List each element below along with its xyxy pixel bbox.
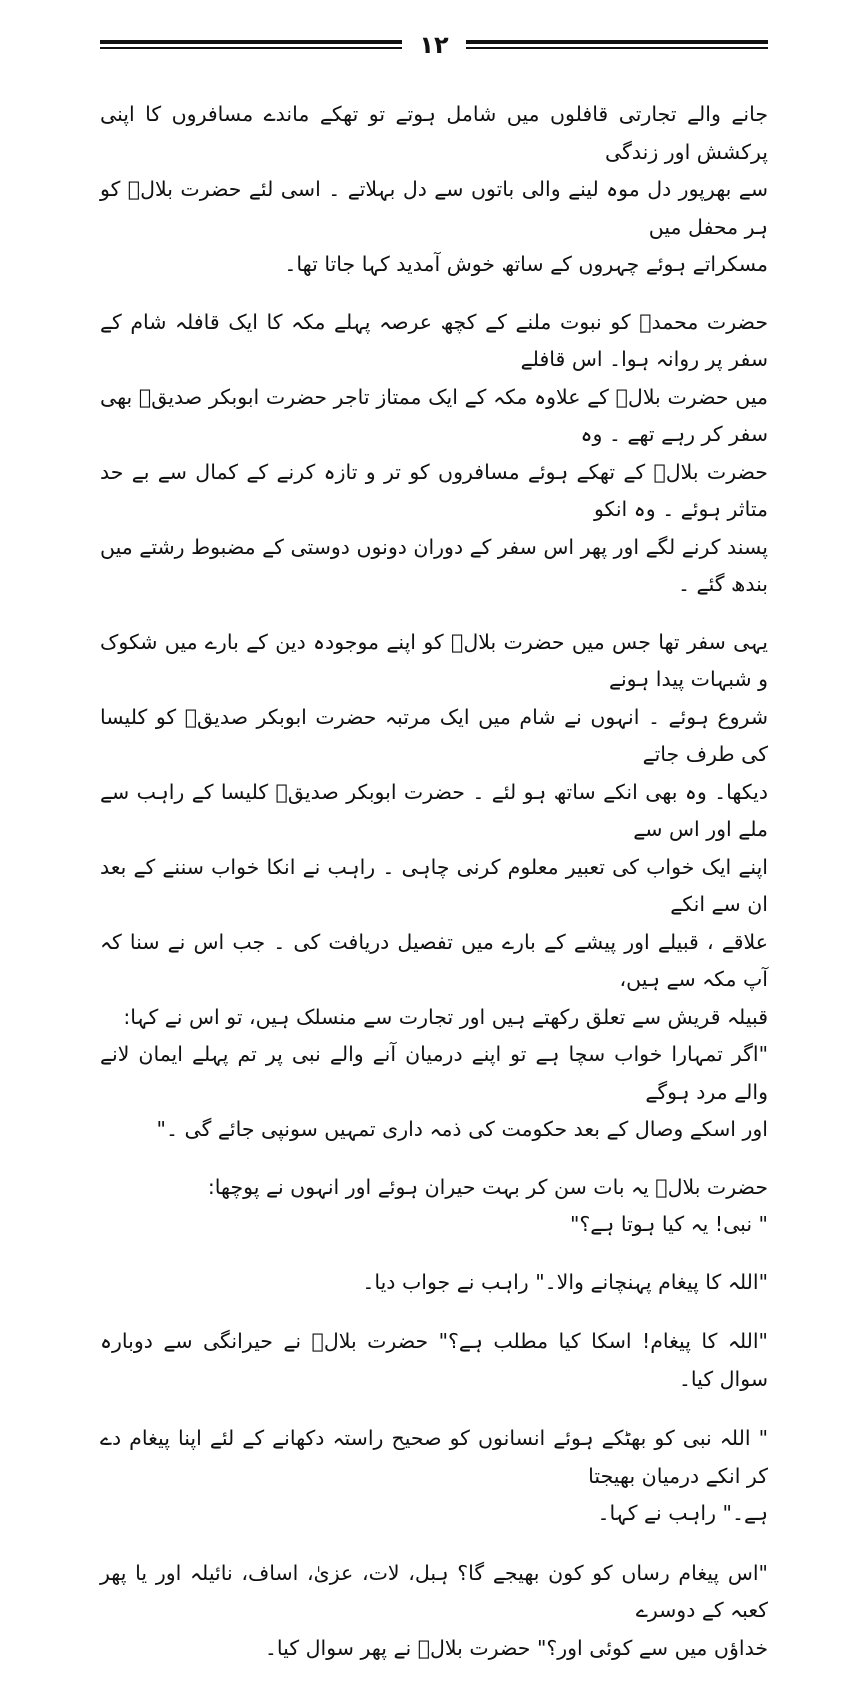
text-line: پسند کرنے لگے اور پھر اس سفر کے دوران دونوں دوستی کے مضبوط رشتے میں بندھ گئے ۔ [100,534,768,596]
text-line: " نبی! یہ کیا ہوتا ہے؟" [569,1212,768,1236]
text-line: یہی سفر تھا جس میں حضرت بلالؓ کو اپنے موجودہ دین کے بارے میں شکوک و شبہات پیدا ہونے [100,629,768,691]
text-line: مسکراتے ہوئے چہروں کے ساتھ خوش آمدید کہا جاتا تھا۔ [284,252,768,276]
text-line: اپنے ایک خواب کی تعبیر معلوم کرنی چاہی ۔ راہب نے انکا خواب سننے کے بعد ان سے انکے [100,854,768,916]
paragraph [100,1420,768,1533]
text-line: علاقے ، قبیلے اور پیشے کے بارے میں تفصیل دریافت کی ۔ جب اس نے سنا کہ آپ مکہ سے ہیں، [100,929,768,991]
text-line: شروع ہوئے ۔ انہوں نے شام میں ایک مرتبہ حضرت ابوبکر صدیقؓ کو کلیسا کی طرف جاتے [100,704,768,766]
paragraph [100,1264,768,1302]
text-line: خداؤں میں سے کوئی اور؟" حضرت بلالؓ نے پھر سوال کیا۔ [264,1635,768,1660]
page-header [100,31,768,60]
header-double-rule-left [100,40,402,50]
text-line: "اللہ کا پیغام! اسکا کیا مطلب ہے؟" حضرت بلالؓ نے حیرانگی سے دوبارہ سوال کیا۔ [100,1329,768,1391]
text-line: "اگر تمہارا خواب سچا ہے تو اپنے درمیان آنے والے نبی پر تم پہلے ایمان لانے والے مرد ہوگے [100,1042,768,1104]
header-double-rule-right [466,40,768,50]
text-line: حضرت بلالؓ کے تھکے ہوئے مسافروں کو تر و تازہ کرنے کے کمال سے بے حد متاثر ہوئے ۔ وہ انکو [100,459,768,521]
text-line: سے بھرپور دل موہ لینے والی باتوں سے دل بہلاتے ۔ اسی لئے حضرت بلالؓ کو ہر محفل میں [100,177,768,239]
paragraph [100,304,768,604]
text-line: قبیلہ قریش سے تعلق رکھتے ہیں اور تجارت سے منسلک ہیں، تو اس نے کہا: [123,1004,768,1029]
paragraph [100,96,768,284]
page-number: ١٢ [419,31,449,59]
text-line: "اس پیغام رساں کو کون بھیجے گا؟ ہبل، لات، عزیٰ، اساف، نائیلہ اور یا پھر کعبہ کے دوسرے [100,1560,768,1622]
text-line: " اللہ نبی کو بھٹکے ہوئے انسانوں کو صحیح راستہ دکھانے کے لئے اپنا پیغام دے کر انکے درمیان بھیجتا [100,1426,769,1488]
text-line: ہے۔" راہب نے کہا۔ [597,1501,768,1525]
body-text [100,96,768,1687]
paragraph [100,624,768,1149]
text-line: حضرت محمدؐ کو نبوت ملنے کے کچھ عرصہ پہلے مکہ کا ایک قافلہ شام کے سفر پر روانہ ہوا۔ اس قافلے [100,309,768,371]
paragraph [100,1323,768,1398]
text-line: "اللہ کا پیغام پہنچانے والا۔" راہب نے جواب دیا۔ [362,1269,768,1294]
text-line: میں حضرت بلالؓ کے علاوہ مکہ کے ایک ممتاز تاجر حضرت ابوبکر صدیقؓ بھی سفر کر رہے تھے ۔ وہ [100,384,768,446]
paragraph [100,1169,768,1244]
text-line: دیکھا۔ وہ بھی انکے ساتھ ہو لئے ۔ حضرت ابوبکر صدیقؓ کلیسا کے راہب سے ملے اور اس سے [100,779,768,841]
paragraph [100,1555,768,1668]
text-line: اور اسکے وصال کے بعد حکومت کی ذمہ داری تمہیں سونپی جائے گی ۔" [156,1117,768,1141]
text-line: جانے والے تجارتی قافلوں میں شامل ہوتے تو تھکے ماندے مسافروں کا اپنی پرکشش اور زندگی [100,102,768,164]
text-line: حضرت بلالؓ یہ بات سن کر بہت حیران ہوئے اور انہوں نے پوچھا: [207,1174,768,1199]
